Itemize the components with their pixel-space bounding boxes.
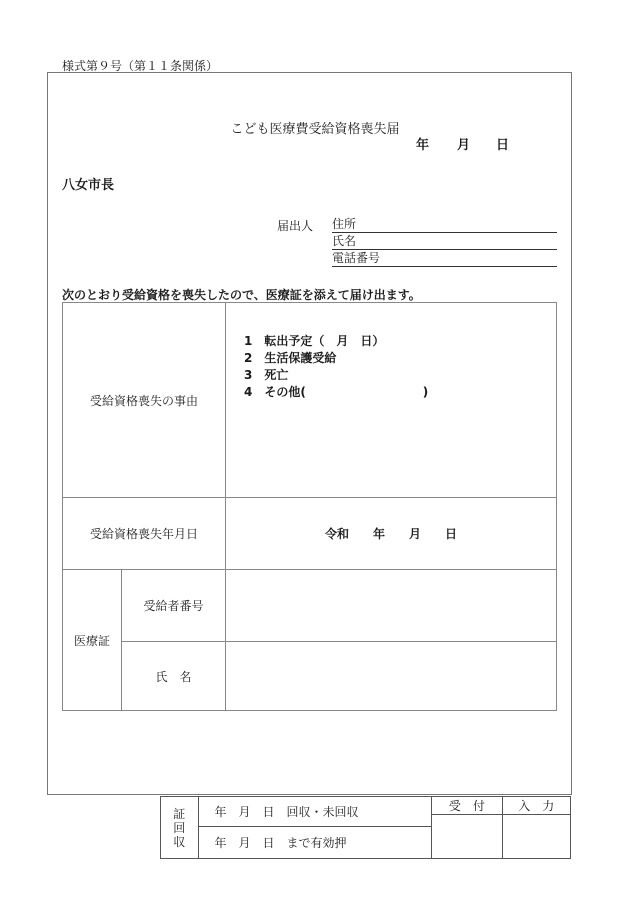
loss-date-label: 受給資格喪失年月日 [63, 498, 226, 570]
input-label: 入 力 [502, 797, 570, 815]
document-title: こども医療費受給資格喪失届 [230, 122, 400, 137]
received-stamp[interactable] [432, 815, 502, 859]
reason-option[interactable]: 3 死亡 [244, 368, 289, 382]
recipient-number-label: 受給者番号 [122, 570, 226, 642]
address-field[interactable]: 住所 [332, 217, 557, 233]
form-number: 様式第９号（第１１条関係） [62, 59, 219, 73]
card-label: 医療証 [63, 570, 122, 711]
reason-options[interactable] [226, 303, 557, 498]
phone-field[interactable]: 電話番号 [332, 251, 557, 267]
received-label: 受 付 [432, 797, 502, 815]
collect-line: 年 月 日 回収・未回収 [198, 797, 432, 827]
reason-label: 受給資格喪失の事由 [63, 303, 226, 498]
notifier-label: 届出人 [277, 219, 314, 233]
card-name-label: 氏 名 [122, 642, 226, 711]
office-use-table [160, 796, 571, 859]
card-collect-label: 証回収 [161, 797, 199, 859]
reason-option[interactable]: 2 生活保護受給 [244, 351, 337, 365]
reason-option[interactable]: 4 その他( ) [244, 385, 429, 399]
input-stamp[interactable] [502, 815, 570, 859]
reason-option[interactable]: 1 転出予定（ 月 日） [244, 334, 385, 348]
valid-until-line: 年 月 日 まで有効押 [198, 827, 432, 859]
card-name-field[interactable] [226, 642, 557, 711]
addressee: 八女市長 [62, 178, 115, 193]
name-field[interactable]: 氏名 [332, 234, 557, 250]
statement: 次のとおり受給資格を喪失したので、医療証を添えて届け出ます。 [62, 288, 421, 302]
date-year: 年 [416, 138, 430, 153]
date-month: 月 [457, 138, 471, 153]
date-day: 日 [496, 138, 510, 153]
recipient-number-field[interactable] [226, 570, 557, 642]
loss-date-field[interactable]: 令和 年 月 日 [226, 498, 557, 570]
main-table [62, 302, 557, 711]
